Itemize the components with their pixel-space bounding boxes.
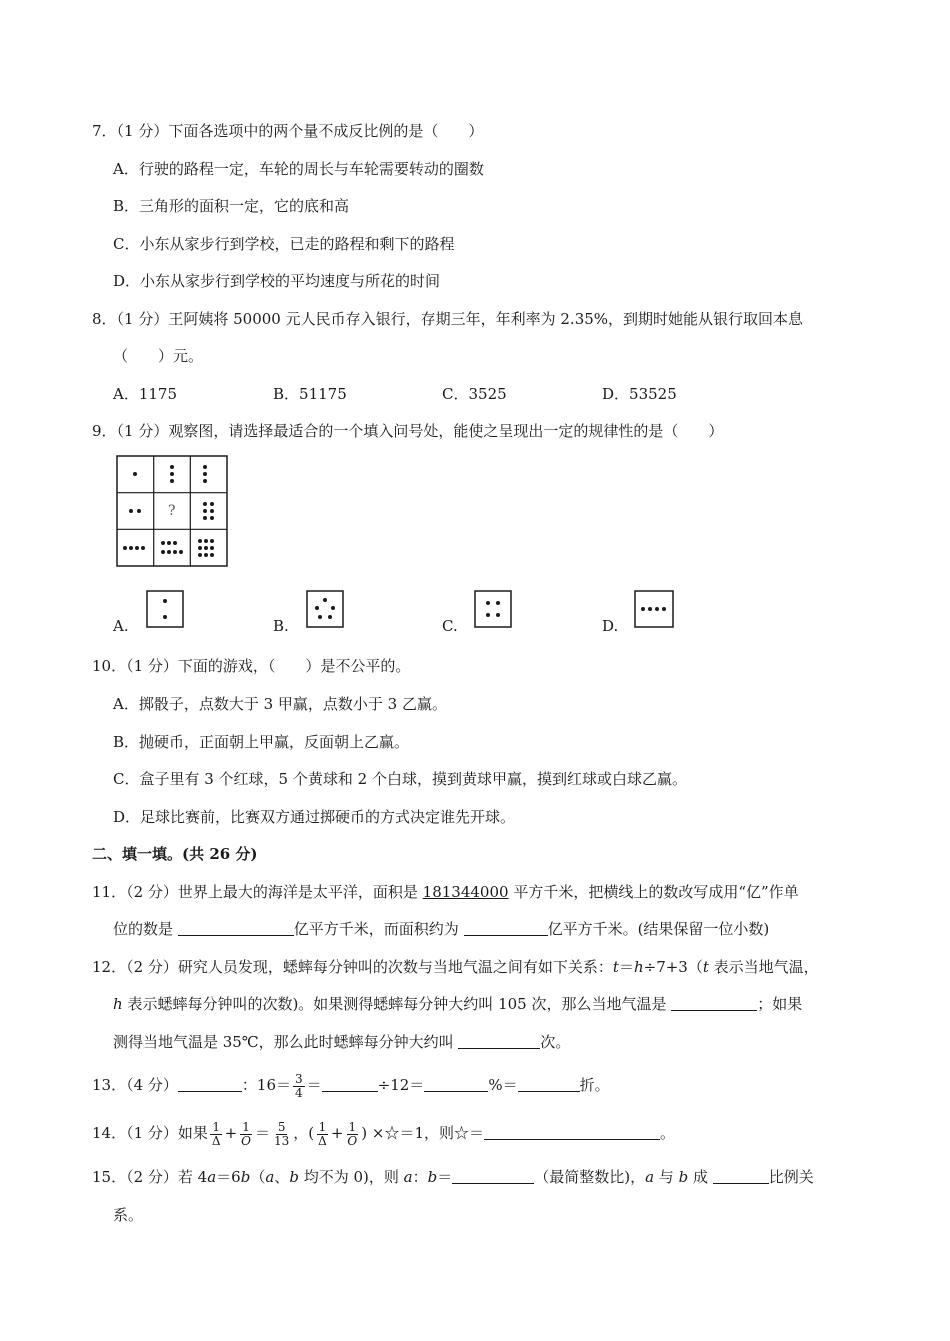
q12-text-4: ；如果 xyxy=(757,995,803,1013)
q8-option-c: C．3525 xyxy=(442,385,507,403)
q15-var-b-3: b xyxy=(427,1168,438,1186)
q15-text-6: ： xyxy=(412,1168,428,1186)
q8-stem: 8．（1 分）王阿姨将 50000 元人民币存入银行，存期三年，年利率为 2.35%，到期时她能从银行取回本息 xyxy=(92,310,804,328)
q8-option-d: D．53525 xyxy=(602,385,677,403)
q12-text-2: 表示当地气温， xyxy=(708,958,819,976)
q14-plus-2: + xyxy=(330,1124,344,1142)
q12-line3 xyxy=(113,1032,570,1052)
question-mark-cell: ? xyxy=(168,503,176,519)
q13-blank-1[interactable] xyxy=(178,1075,242,1092)
q12-text-6: 次。 xyxy=(540,1033,571,1051)
q11-text-2: 平方千米，把横线上的数改写成用“亿”作单 xyxy=(508,883,799,901)
q9-option-b-figure xyxy=(306,590,344,628)
q15-var-b: b xyxy=(240,1168,251,1186)
q15-var-a-3: a xyxy=(403,1168,413,1186)
q12-blank-2[interactable] xyxy=(458,1032,540,1049)
q13-fraction-numerator: 3 xyxy=(295,1071,303,1086)
q13-text-4: ÷12＝ xyxy=(377,1076,425,1094)
q13-fraction xyxy=(293,1073,305,1100)
q13-text-2: ：16＝ xyxy=(241,1076,291,1094)
q11-blank-2[interactable] xyxy=(464,919,548,936)
q15-var-a: a xyxy=(207,1168,217,1186)
q14-fraction-4-num: 1 xyxy=(318,1119,327,1134)
q12-eq: ＝ xyxy=(618,958,634,976)
q12-var-h: h xyxy=(633,958,644,976)
q14-fraction-3-num: 5 xyxy=(277,1119,286,1134)
q12-var-h-2: h xyxy=(113,995,123,1013)
q10-option-d: D．足球比赛前，比赛双方通过掷硬币的方式决定谁先开球。 xyxy=(113,808,516,826)
q15-var-b-2: b xyxy=(289,1168,299,1186)
circle-symbol-2: O xyxy=(347,1133,358,1148)
q11-text-3: 位的数是 xyxy=(113,920,178,938)
q14-fraction-3 xyxy=(272,1121,291,1148)
q15-blank-2[interactable] xyxy=(713,1167,769,1184)
q12-text: 12．（2 分）研究人员发现，蟋蟀每分钟叫的次数与当地气温之间有如下关系： xyxy=(92,958,613,976)
q12-var-t: t xyxy=(612,958,619,976)
q15-text-8: （最简整数比)， xyxy=(534,1168,646,1186)
q9-option-c-figure xyxy=(474,590,512,628)
q8-stem-continued: （ ）元。 xyxy=(113,347,204,365)
q15-var-b-4: b xyxy=(678,1168,689,1186)
q9-option-c-label: C. xyxy=(442,617,458,635)
q9-option-d-figure xyxy=(634,590,674,628)
q12-blank-1[interactable] xyxy=(671,994,757,1011)
q13-text-6: 折。 xyxy=(579,1076,610,1094)
q12-text-3: 表示蟋蟀每分钟叫的次数)。如果测得蟋蟀每分钟大约叫 105 次，那么当地气温是 xyxy=(122,995,672,1013)
q10-option-b: B．抛硬币，正面朝上甲赢，反面朝上乙赢。 xyxy=(113,733,410,751)
q13-blank-2[interactable] xyxy=(322,1075,378,1092)
triangle-symbol-2: Δ xyxy=(318,1133,327,1148)
q10-option-c: C．盒子里有 3 个红球，5 个黄球和 2 个白球，摸到黄球甲赢，摸到红球或白球乙赢。 xyxy=(113,770,687,788)
q8-option-a: A．1175 xyxy=(113,385,178,403)
triangle-symbol: Δ xyxy=(211,1133,221,1148)
q12-var-t-2: t xyxy=(702,958,709,976)
q10-stem: 10．（1 分）下面的游戏，（ ）是不公平的。 xyxy=(92,657,411,675)
q14-line xyxy=(92,1120,675,1148)
q11-text: 11．（2 分）世界上最大的海洋是太平洋，面积是 xyxy=(92,883,423,901)
q15-text: 15．（2 分）若 4 xyxy=(92,1168,208,1186)
q14-fraction-5-num: 1 xyxy=(348,1119,357,1134)
q15-var-a-4: a xyxy=(645,1168,655,1186)
circle-symbol: O xyxy=(241,1133,251,1148)
q15-text-10: 成 xyxy=(688,1168,713,1186)
q12-text-5: 测得当地气温是 35℃，那么此时蟋蟀每分钟大约叫 xyxy=(113,1033,459,1051)
section-heading: 二、填一填。(共 26 分) xyxy=(92,845,258,863)
q14-text-3: ) ×☆＝1，则☆＝ xyxy=(361,1124,484,1142)
q11-text-4: 亿平方千米，而面积约为 xyxy=(293,920,464,938)
q14-text-2: ，( xyxy=(293,1124,315,1142)
q12-line2 xyxy=(113,994,802,1014)
q15-text-7: ＝ xyxy=(437,1168,453,1186)
q7-option-c: C．小东从家步行到学校，已走的路程和剩下的路程 xyxy=(113,235,455,253)
q11-underlined-number: 181344000 xyxy=(422,883,509,901)
q13-blank-4[interactable] xyxy=(518,1075,580,1092)
q14-fraction-2-num: 1 xyxy=(242,1119,250,1134)
q12-formula: ÷7+3（ xyxy=(643,958,703,976)
q15-text-9: 与 xyxy=(654,1168,679,1186)
q14-blank[interactable] xyxy=(484,1123,660,1140)
q9-stem: 9．（1 分）观察图，请选择最适合的一个填入问号处，能使之呈现出一定的规律性的是（ ） xyxy=(92,422,724,440)
q7-option-a: A．行驶的路程一定，车轮的周长与车轮需要转动的圈数 xyxy=(113,160,484,178)
q15-line2: 系。 xyxy=(113,1206,144,1224)
q9-option-d-label: D. xyxy=(602,617,619,635)
q13-blank-3[interactable] xyxy=(424,1075,488,1092)
q13-text-5: %＝ xyxy=(488,1076,518,1094)
q7-option-b: B．三角形的面积一定，它的底和高 xyxy=(113,197,350,215)
q15-text-2: ＝6 xyxy=(216,1168,241,1186)
q9-option-a-label: A. xyxy=(113,617,129,635)
q15-blank-1[interactable] xyxy=(452,1167,534,1184)
q14-fraction-3-den: 13 xyxy=(274,1133,290,1148)
q14-fraction-1-num: 1 xyxy=(212,1119,221,1134)
q14-text: 14．（1 分）如果 xyxy=(92,1124,208,1142)
q15-var-a-2: a xyxy=(265,1168,275,1186)
q15-line1 xyxy=(92,1167,814,1187)
q11-text-5: 亿平方千米。(结果保留一位小数) xyxy=(547,920,770,938)
q9-option-b-label: B. xyxy=(273,617,289,635)
q8-option-b: B．51175 xyxy=(273,385,347,403)
q14-fraction-4 xyxy=(316,1121,329,1148)
q14-plus: + xyxy=(224,1124,238,1142)
q15-text-5: 均不为 0)，则 xyxy=(298,1168,404,1186)
q14-fraction-1 xyxy=(210,1121,223,1148)
q7-stem: 7．（1 分）下面各选项中的两个量不成反比例的是（ ） xyxy=(92,122,484,140)
q15-text-3: （ xyxy=(250,1168,266,1186)
q13-text: 13．（4 分） xyxy=(92,1076,178,1094)
q13-text-3: ＝ xyxy=(306,1076,322,1094)
q12-line1 xyxy=(92,957,819,977)
q11-blank-1[interactable] xyxy=(178,919,294,936)
q10-option-a: A．掷骰子，点数大于 3 甲赢，点数小于 3 乙赢。 xyxy=(113,695,447,713)
q14-eq: ＝ xyxy=(255,1124,271,1142)
q13-fraction-denominator: 4 xyxy=(295,1085,303,1100)
q7-option-d: D．小东从家步行到学校的平均速度与所花的时间 xyxy=(113,272,441,290)
q13-line xyxy=(92,1072,610,1100)
q14-fraction-2 xyxy=(239,1121,253,1148)
q14-fraction-5 xyxy=(345,1121,359,1148)
q15-text-4: 、 xyxy=(274,1168,290,1186)
q11-line1 xyxy=(92,882,799,902)
q11-line2 xyxy=(113,919,769,939)
q14-text-4: 。 xyxy=(659,1124,675,1142)
q15-text-11: 比例关 xyxy=(768,1168,814,1186)
q9-option-a-figure xyxy=(146,590,184,628)
